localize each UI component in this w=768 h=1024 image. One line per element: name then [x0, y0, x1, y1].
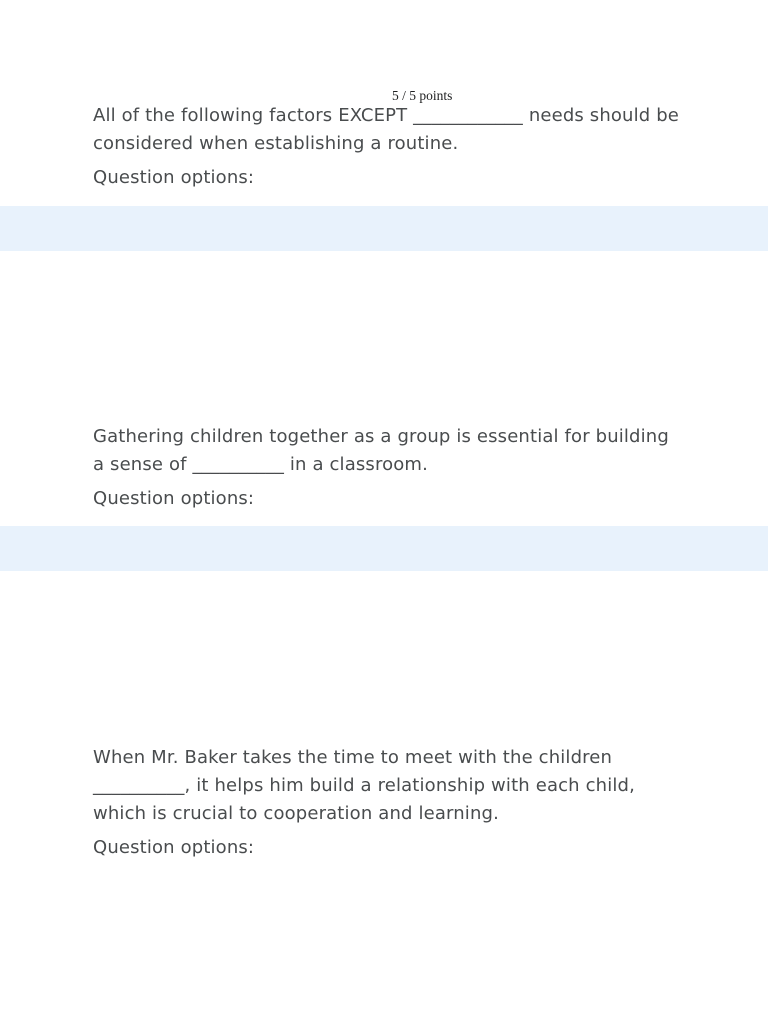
- answer-option-highlight[interactable]: [0, 206, 768, 251]
- question-text: Gathering children together as a group is essential for building a sense of __________ in a classroom.: [93, 426, 669, 475]
- question-text: When Mr. Baker takes the time to meet with the children __________, it helps him build a relationship with each child, which is crucial to cooperation and learning.: [93, 747, 635, 824]
- question-options-label: Question options:: [93, 167, 255, 188]
- question-3: [93, 744, 683, 862]
- answer-option-highlight[interactable]: [0, 526, 768, 571]
- question-text: All of the following factors EXCEPT ____________ needs should be considered when establishing a routine.: [93, 105, 680, 154]
- question-options-label: Question options:: [93, 488, 255, 509]
- question-options-label: Question options:: [93, 837, 255, 858]
- score-points: 5 / 5 points: [392, 88, 453, 103]
- question-2: [93, 423, 683, 513]
- question-1: [93, 102, 683, 192]
